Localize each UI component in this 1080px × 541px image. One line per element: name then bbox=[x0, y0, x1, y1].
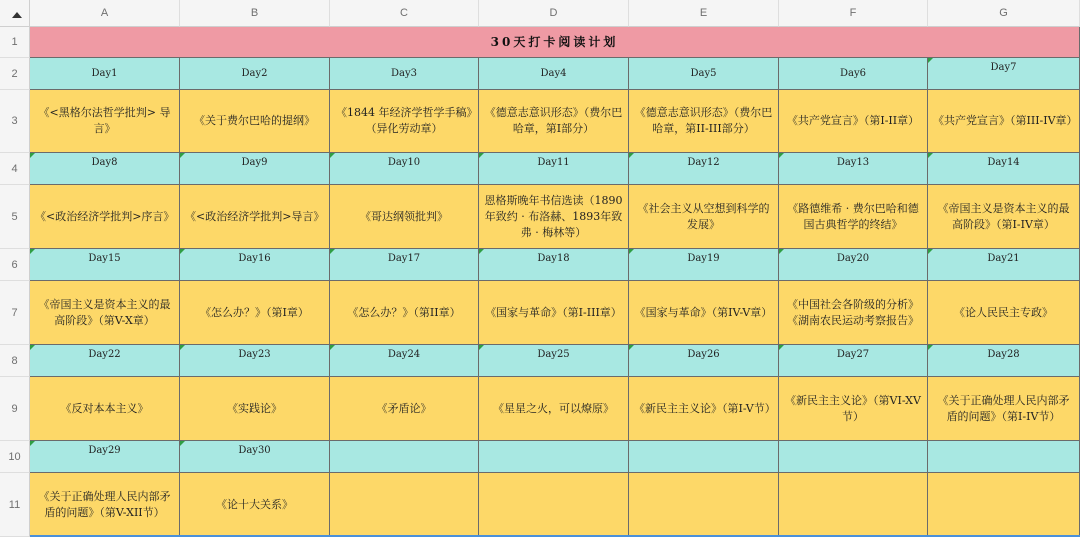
day-cell[interactable]: Day3 bbox=[330, 58, 479, 90]
day-cell[interactable]: Day21 bbox=[928, 249, 1080, 281]
reading-cell-empty[interactable] bbox=[330, 473, 479, 537]
row-header-5[interactable]: 5 bbox=[0, 185, 30, 249]
reading-cell[interactable]: 《1844 年经济学哲学手稿》（异化劳动章） bbox=[330, 90, 479, 153]
reading-cell[interactable]: 《德意志意识形态》（费尔巴哈章，第II-III部分） bbox=[629, 90, 779, 153]
day-cell[interactable]: Day23 bbox=[180, 345, 330, 377]
reading-cell[interactable]: 《中国社会各阶级的分析》《湖南农民运动考察报告》 bbox=[779, 281, 928, 345]
reading-cell[interactable]: 《论十大关系》 bbox=[180, 473, 330, 537]
day-cell[interactable]: Day16 bbox=[180, 249, 330, 281]
reading-cell-empty[interactable] bbox=[928, 473, 1080, 537]
reading-cell[interactable]: 《社会主义从空想到科学的发展》 bbox=[629, 185, 779, 249]
column-header-f[interactable]: F bbox=[779, 0, 928, 27]
reading-cell[interactable]: 《帝国主义是资本主义的最高阶段》（第V-X章） bbox=[30, 281, 180, 345]
column-header-b[interactable]: B bbox=[180, 0, 330, 27]
day-cell[interactable]: Day17 bbox=[330, 249, 479, 281]
column-header-e[interactable]: E bbox=[629, 0, 779, 27]
day-cell[interactable]: Day20 bbox=[779, 249, 928, 281]
reading-cell-empty[interactable] bbox=[479, 473, 629, 537]
day-cell[interactable]: Day15 bbox=[30, 249, 180, 281]
reading-cell[interactable]: 《路德维希 · 费尔巴哈和德国古典哲学的终结》 bbox=[779, 185, 928, 249]
day-cell[interactable]: Day11 bbox=[479, 153, 629, 185]
reading-cell[interactable]: 《帝国主义是资本主义的最高阶段》（第I-IV章） bbox=[928, 185, 1080, 249]
day-cell[interactable]: Day8 bbox=[30, 153, 180, 185]
reading-cell[interactable]: 《论人民民主专政》 bbox=[928, 281, 1080, 345]
reading-cell-empty[interactable] bbox=[779, 473, 928, 537]
row-header-4[interactable]: 4 bbox=[0, 153, 30, 185]
row-header-9[interactable]: 9 bbox=[0, 377, 30, 441]
reading-cell[interactable]: 《<政治经济学批判>导言》 bbox=[180, 185, 330, 249]
day-cell[interactable]: Day26 bbox=[629, 345, 779, 377]
reading-cell[interactable]: 恩格斯晚年书信选读（1890年致约 · 布洛赫、1893年致弗 · 梅林等） bbox=[479, 185, 629, 249]
select-all-corner[interactable] bbox=[0, 0, 30, 27]
day-cell[interactable]: Day2 bbox=[180, 58, 330, 90]
day-cell-empty[interactable] bbox=[629, 441, 779, 473]
reading-cell[interactable]: 《关于正确处理人民内部矛盾的问题》（第V-XII节） bbox=[30, 473, 180, 537]
row-header-1[interactable]: 1 bbox=[0, 27, 30, 58]
day-cell[interactable]: Day24 bbox=[330, 345, 479, 377]
day-cell[interactable]: Day25 bbox=[479, 345, 629, 377]
column-header-d[interactable]: D bbox=[479, 0, 629, 27]
day-cell[interactable]: Day22 bbox=[30, 345, 180, 377]
day-cell-empty[interactable] bbox=[928, 441, 1080, 473]
row-header-6[interactable]: 6 bbox=[0, 249, 30, 281]
reading-cell[interactable]: 《国家与革命》（第IV-V章） bbox=[629, 281, 779, 345]
day-cell[interactable]: Day30 bbox=[180, 441, 330, 473]
reading-cell[interactable]: 《哥达纲领批判》 bbox=[330, 185, 479, 249]
day-cell[interactable]: Day10 bbox=[330, 153, 479, 185]
reading-cell[interactable]: 《矛盾论》 bbox=[330, 377, 479, 441]
reading-cell[interactable]: 《怎么办？》（第II章） bbox=[330, 281, 479, 345]
day-cell[interactable]: Day5 bbox=[629, 58, 779, 90]
row-header-8[interactable]: 8 bbox=[0, 345, 30, 377]
day-cell[interactable]: Day19 bbox=[629, 249, 779, 281]
day-cell-empty[interactable] bbox=[479, 441, 629, 473]
day-cell[interactable]: Day13 bbox=[779, 153, 928, 185]
day-cell-empty[interactable] bbox=[779, 441, 928, 473]
reading-cell[interactable]: 《共产党宣言》（第I-II章） bbox=[779, 90, 928, 153]
reading-cell[interactable]: 《德意志意识形态》（费尔巴哈章，第I部分） bbox=[479, 90, 629, 153]
day-cell[interactable]: Day4 bbox=[479, 58, 629, 90]
day-cell[interactable]: Day28 bbox=[928, 345, 1080, 377]
reading-cell[interactable]: 《新民主主义论》（第VI-XV节） bbox=[779, 377, 928, 441]
row-header-2[interactable]: 2 bbox=[0, 58, 30, 90]
reading-cell[interactable]: 《实践论》 bbox=[180, 377, 330, 441]
title-cell[interactable]: 30天打卡阅读计划 bbox=[30, 27, 1080, 58]
reading-cell[interactable]: 《新民主主义论》（第I-V节） bbox=[629, 377, 779, 441]
day-cell[interactable]: Day29 bbox=[30, 441, 180, 473]
row-header-11[interactable]: 11 bbox=[0, 473, 30, 537]
reading-cell[interactable]: 《<黑格尔法哲学批判> 导言》 bbox=[30, 90, 180, 153]
reading-cell[interactable]: 《怎么办？》（第I章） bbox=[180, 281, 330, 345]
reading-cell[interactable]: 《星星之火，可以燎原》 bbox=[479, 377, 629, 441]
day-cell[interactable]: Day18 bbox=[479, 249, 629, 281]
reading-cell[interactable]: 《关于正确处理人民内部矛盾的问题》（第I-IV节） bbox=[928, 377, 1080, 441]
reading-cell[interactable]: 《国家与革命》（第I-III章） bbox=[479, 281, 629, 345]
reading-cell[interactable]: 《<政治经济学批判>序言》 bbox=[30, 185, 180, 249]
day-cell[interactable]: Day12 bbox=[629, 153, 779, 185]
day-cell[interactable]: Day27 bbox=[779, 345, 928, 377]
row-header-7[interactable]: 7 bbox=[0, 281, 30, 345]
reading-cell[interactable]: 《关于费尔巴哈的提纲》 bbox=[180, 90, 330, 153]
reading-cell-empty[interactable] bbox=[629, 473, 779, 537]
column-header-c[interactable]: C bbox=[330, 0, 479, 27]
row-header-10[interactable]: 10 bbox=[0, 441, 30, 473]
select-all-icon bbox=[12, 12, 22, 18]
day-cell[interactable]: Day6 bbox=[779, 58, 928, 90]
column-header-g[interactable]: G bbox=[928, 0, 1080, 27]
day-cell[interactable]: Day7 bbox=[928, 58, 1080, 90]
day-cell[interactable]: Day9 bbox=[180, 153, 330, 185]
day-cell[interactable]: Day14 bbox=[928, 153, 1080, 185]
column-header-a[interactable]: A bbox=[30, 0, 180, 27]
selection-border bbox=[30, 535, 1080, 537]
day-cell-empty[interactable] bbox=[330, 441, 479, 473]
reading-cell[interactable]: 《共产党宣言》（第III-IV章） bbox=[928, 90, 1080, 153]
day-cell[interactable]: Day1 bbox=[30, 58, 180, 90]
row-header-3[interactable]: 3 bbox=[0, 90, 30, 153]
reading-cell[interactable]: 《反对本本主义》 bbox=[30, 377, 180, 441]
